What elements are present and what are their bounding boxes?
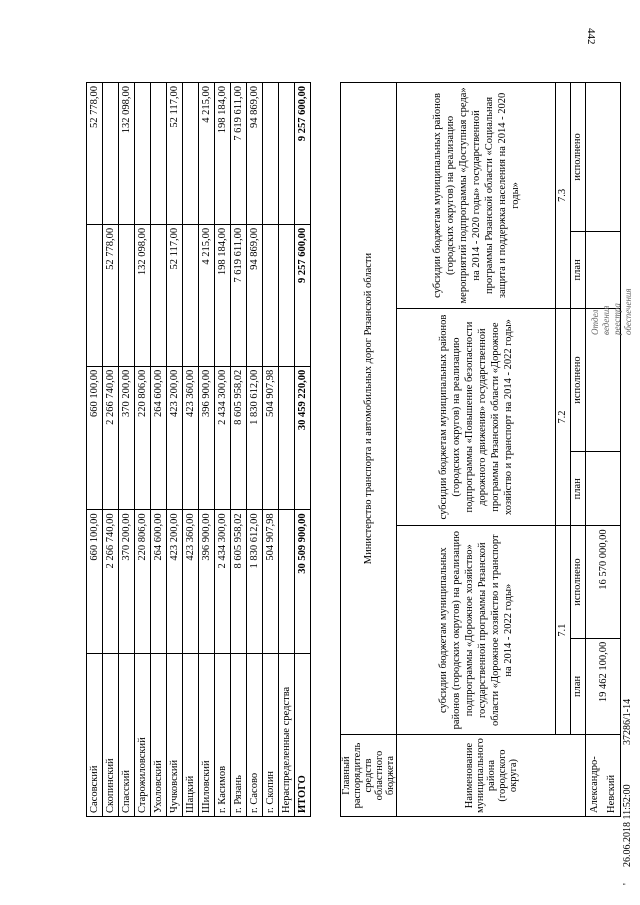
col73-plan: план (571, 231, 586, 308)
row-name: Александро-Невский (586, 735, 621, 817)
col73-number: 7.3 (556, 83, 571, 309)
row-value (279, 83, 295, 225)
row-value: 660 100,00 (87, 510, 103, 654)
row-value: 4 215,00 (199, 83, 215, 225)
row-value: 94 869,00 (247, 224, 263, 366)
row-value: 8 605 958,02 (231, 366, 247, 510)
table-row (231, 83, 247, 817)
row-value (279, 224, 295, 366)
row-name: г. Касимов (215, 654, 231, 817)
row-value: 132 098,00 (119, 83, 135, 225)
row-value (183, 224, 199, 366)
page-number: 442 (585, 28, 597, 45)
table-row (263, 83, 279, 817)
bottom-table (340, 82, 621, 817)
row-value: 423 360,00 (183, 510, 199, 654)
total-value: 9 257 600,00 (295, 83, 311, 225)
col73-description: субсидии бюджетам муниципальных районов (городских округов) на реализацию мероприятий подпрограммы «Доступная среда» на 2014 - 2020 годы» государственной программы Рязанской области «Социальная защита и поддержка населения на 2014 - 2020 годы» (397, 83, 556, 309)
row-value: 504 907,98 (263, 510, 279, 654)
row-name: Старожиловский (135, 654, 151, 817)
row-value: 2 434 300,00 (215, 510, 231, 654)
bottom-header-row-1 (341, 83, 397, 817)
footer-date: 26.06.2018 11:52:00 (622, 784, 633, 867)
row-value: 52 117,00 (167, 224, 183, 366)
row-name: Ухоловский (151, 654, 167, 817)
row-value: 370 200,00 (119, 366, 135, 510)
row-value: 4 215,00 (199, 224, 215, 366)
total-value: 30 459 220,00 (295, 366, 311, 510)
row-value (135, 83, 151, 225)
row-name: Шацкий (183, 654, 199, 817)
row-value: 370 200,00 (119, 510, 135, 654)
row-name: г. Рязань (231, 654, 247, 817)
table-row (87, 83, 103, 817)
col71-plan: план (571, 638, 586, 734)
row-value: 2 266 740,00 (103, 510, 119, 654)
table-row (135, 83, 151, 817)
row-value: 2 434 300,00 (215, 366, 231, 510)
total-value: 9 257 600,00 (295, 224, 311, 366)
col71-description: субсидии бюджетам муниципальных районов (городских округов) на реализацию подпрограммы «Дорожное хозяйство» государственной программы Рязанской области «Дорожное хозяйство и транспорт на 2014 - 2022 годы» (397, 526, 556, 735)
table-row (199, 83, 215, 817)
row-name: Шиловский (199, 654, 215, 817)
row-name: Спасский (119, 654, 135, 817)
row-value: 16 570 000,00 (586, 526, 621, 638)
row-value (279, 510, 295, 654)
row-value (263, 224, 279, 366)
row-name: Чучковский (167, 654, 183, 817)
row-name: г. Скопин (263, 654, 279, 817)
row-value: 423 200,00 (167, 366, 183, 510)
row-value: 52 778,00 (103, 224, 119, 366)
top-table-body (87, 83, 311, 817)
bottom-header-row-4 (571, 83, 586, 817)
table-row (167, 83, 183, 817)
row-value (183, 83, 199, 225)
row-name: Нераспределенные средства (279, 654, 295, 817)
row-value: 264 600,00 (151, 366, 167, 510)
row-value: 52 778,00 (87, 83, 103, 225)
row-value (151, 224, 167, 366)
row-value (103, 83, 119, 225)
row-value (119, 224, 135, 366)
bottom-header-row-2 (397, 83, 556, 817)
row-value: 396 900,00 (199, 510, 215, 654)
row-value: 2 266 740,00 (103, 366, 119, 510)
table-row (247, 83, 263, 817)
col72-done: исполнено (571, 308, 586, 451)
col73-done: исполнено (571, 83, 586, 232)
table-row (279, 83, 295, 817)
row-value: 19 462 100,00 (586, 638, 621, 734)
col72-plan: план (571, 452, 586, 526)
row-value: 396 900,00 (199, 366, 215, 510)
row-value: 94 869,00 (247, 83, 263, 225)
row-value: 7 619 611,00 (231, 224, 247, 366)
row-value (586, 452, 621, 526)
table-row (215, 83, 231, 817)
row-value (151, 83, 167, 225)
row-value: 132 098,00 (135, 224, 151, 366)
total-row (295, 83, 311, 817)
row-name: Скопинский (103, 654, 119, 817)
table-row (151, 83, 167, 817)
row-name: г. Сасово (247, 654, 263, 817)
row-value: 52 117,00 (167, 83, 183, 225)
top-table (86, 82, 311, 817)
row-value: 7 619 611,00 (231, 83, 247, 225)
col71-done: исполнено (571, 526, 586, 638)
row-value (263, 83, 279, 225)
row-value: 423 200,00 (167, 510, 183, 654)
table-row (586, 83, 621, 817)
col72-description: субсидии бюджетам муниципальных районов (городских округов) на реализацию подпрограммы «Повышение безопасности дорожного движения» государственной программы Рязанской области «Дорожное хозяйство и транспорт на 2014 - 2022 годы» (397, 308, 556, 526)
ministry-name: Министерство транспорта и автомобильных дорог Рязанской области (341, 83, 397, 735)
row-value: 504 907,98 (263, 366, 279, 510)
registry-stamp (590, 285, 634, 335)
row-value: 198 184,00 (215, 83, 231, 225)
col71-number: 7.1 (556, 526, 571, 735)
stamp-line-2: обеспечения (623, 288, 633, 335)
header-municipal-name: Наименование муниципального района (городского округа) (397, 735, 586, 817)
row-value: 264 600,00 (151, 510, 167, 654)
total-label: ИТОГО (295, 654, 311, 817)
row-value: 1 830 612,00 (247, 366, 263, 510)
footer-mark: ' (622, 883, 633, 885)
row-value (586, 83, 621, 232)
footer-doc-number: 37286/1-14 (622, 698, 633, 745)
row-value: 220 806,00 (135, 366, 151, 510)
row-value: 1 830 612,00 (247, 510, 263, 654)
stamp-line-1: Отдел ведения реестра (590, 303, 622, 335)
row-value (279, 366, 295, 510)
row-value (87, 224, 103, 366)
row-value: 423 360,00 (183, 366, 199, 510)
table-row (183, 83, 199, 817)
bottom-header-row-3 (556, 83, 571, 817)
col72-number: 7.2 (556, 308, 571, 526)
row-name: Сасовский (87, 654, 103, 817)
row-value: 198 184,00 (215, 224, 231, 366)
table-row (103, 83, 119, 817)
total-value: 30 509 900,00 (295, 510, 311, 654)
row-value: 660 100,00 (87, 366, 103, 510)
row-value: 220 806,00 (135, 510, 151, 654)
table-row (119, 83, 135, 817)
row-value: 8 605 958,02 (231, 510, 247, 654)
header-main-distributor: Главный распорядитель средств областного бюджета (341, 735, 397, 817)
